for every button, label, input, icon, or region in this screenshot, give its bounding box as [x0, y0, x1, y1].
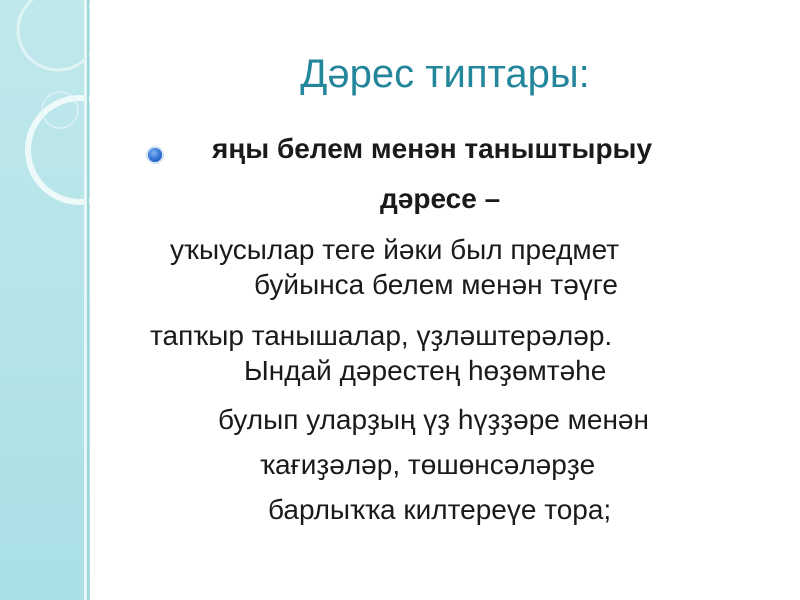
body-line-7: булып уларҙың үҙ һүҙҙәре менән — [218, 404, 649, 435]
band-stripe-dark — [87, 0, 89, 600]
body-line-5: тапҡыр танышалар, үҙләштерәләр. — [150, 320, 613, 351]
body-line-3: уҡыусылар теге йәки был предмет — [170, 234, 620, 265]
decorative-circles — [0, 0, 90, 600]
decorative-side-band — [0, 0, 90, 600]
body-line-2: дәресе – — [380, 183, 501, 214]
body-line-1: яңы белем менән таныштырыу — [212, 133, 653, 164]
body-line-8: ҡағиҙәләр, төшөнсәләрҙе — [260, 449, 596, 480]
body-line-6: Ындай дәрестең һөҙөмтәһе — [244, 355, 607, 386]
body-line-9: барлыҡҡа килтереүе тора; — [268, 494, 612, 525]
slide-title: Дәрес типтары: — [300, 52, 590, 96]
bullet-icon — [148, 148, 162, 162]
body-line-4: буйынса белем менән тәүге — [254, 269, 618, 300]
